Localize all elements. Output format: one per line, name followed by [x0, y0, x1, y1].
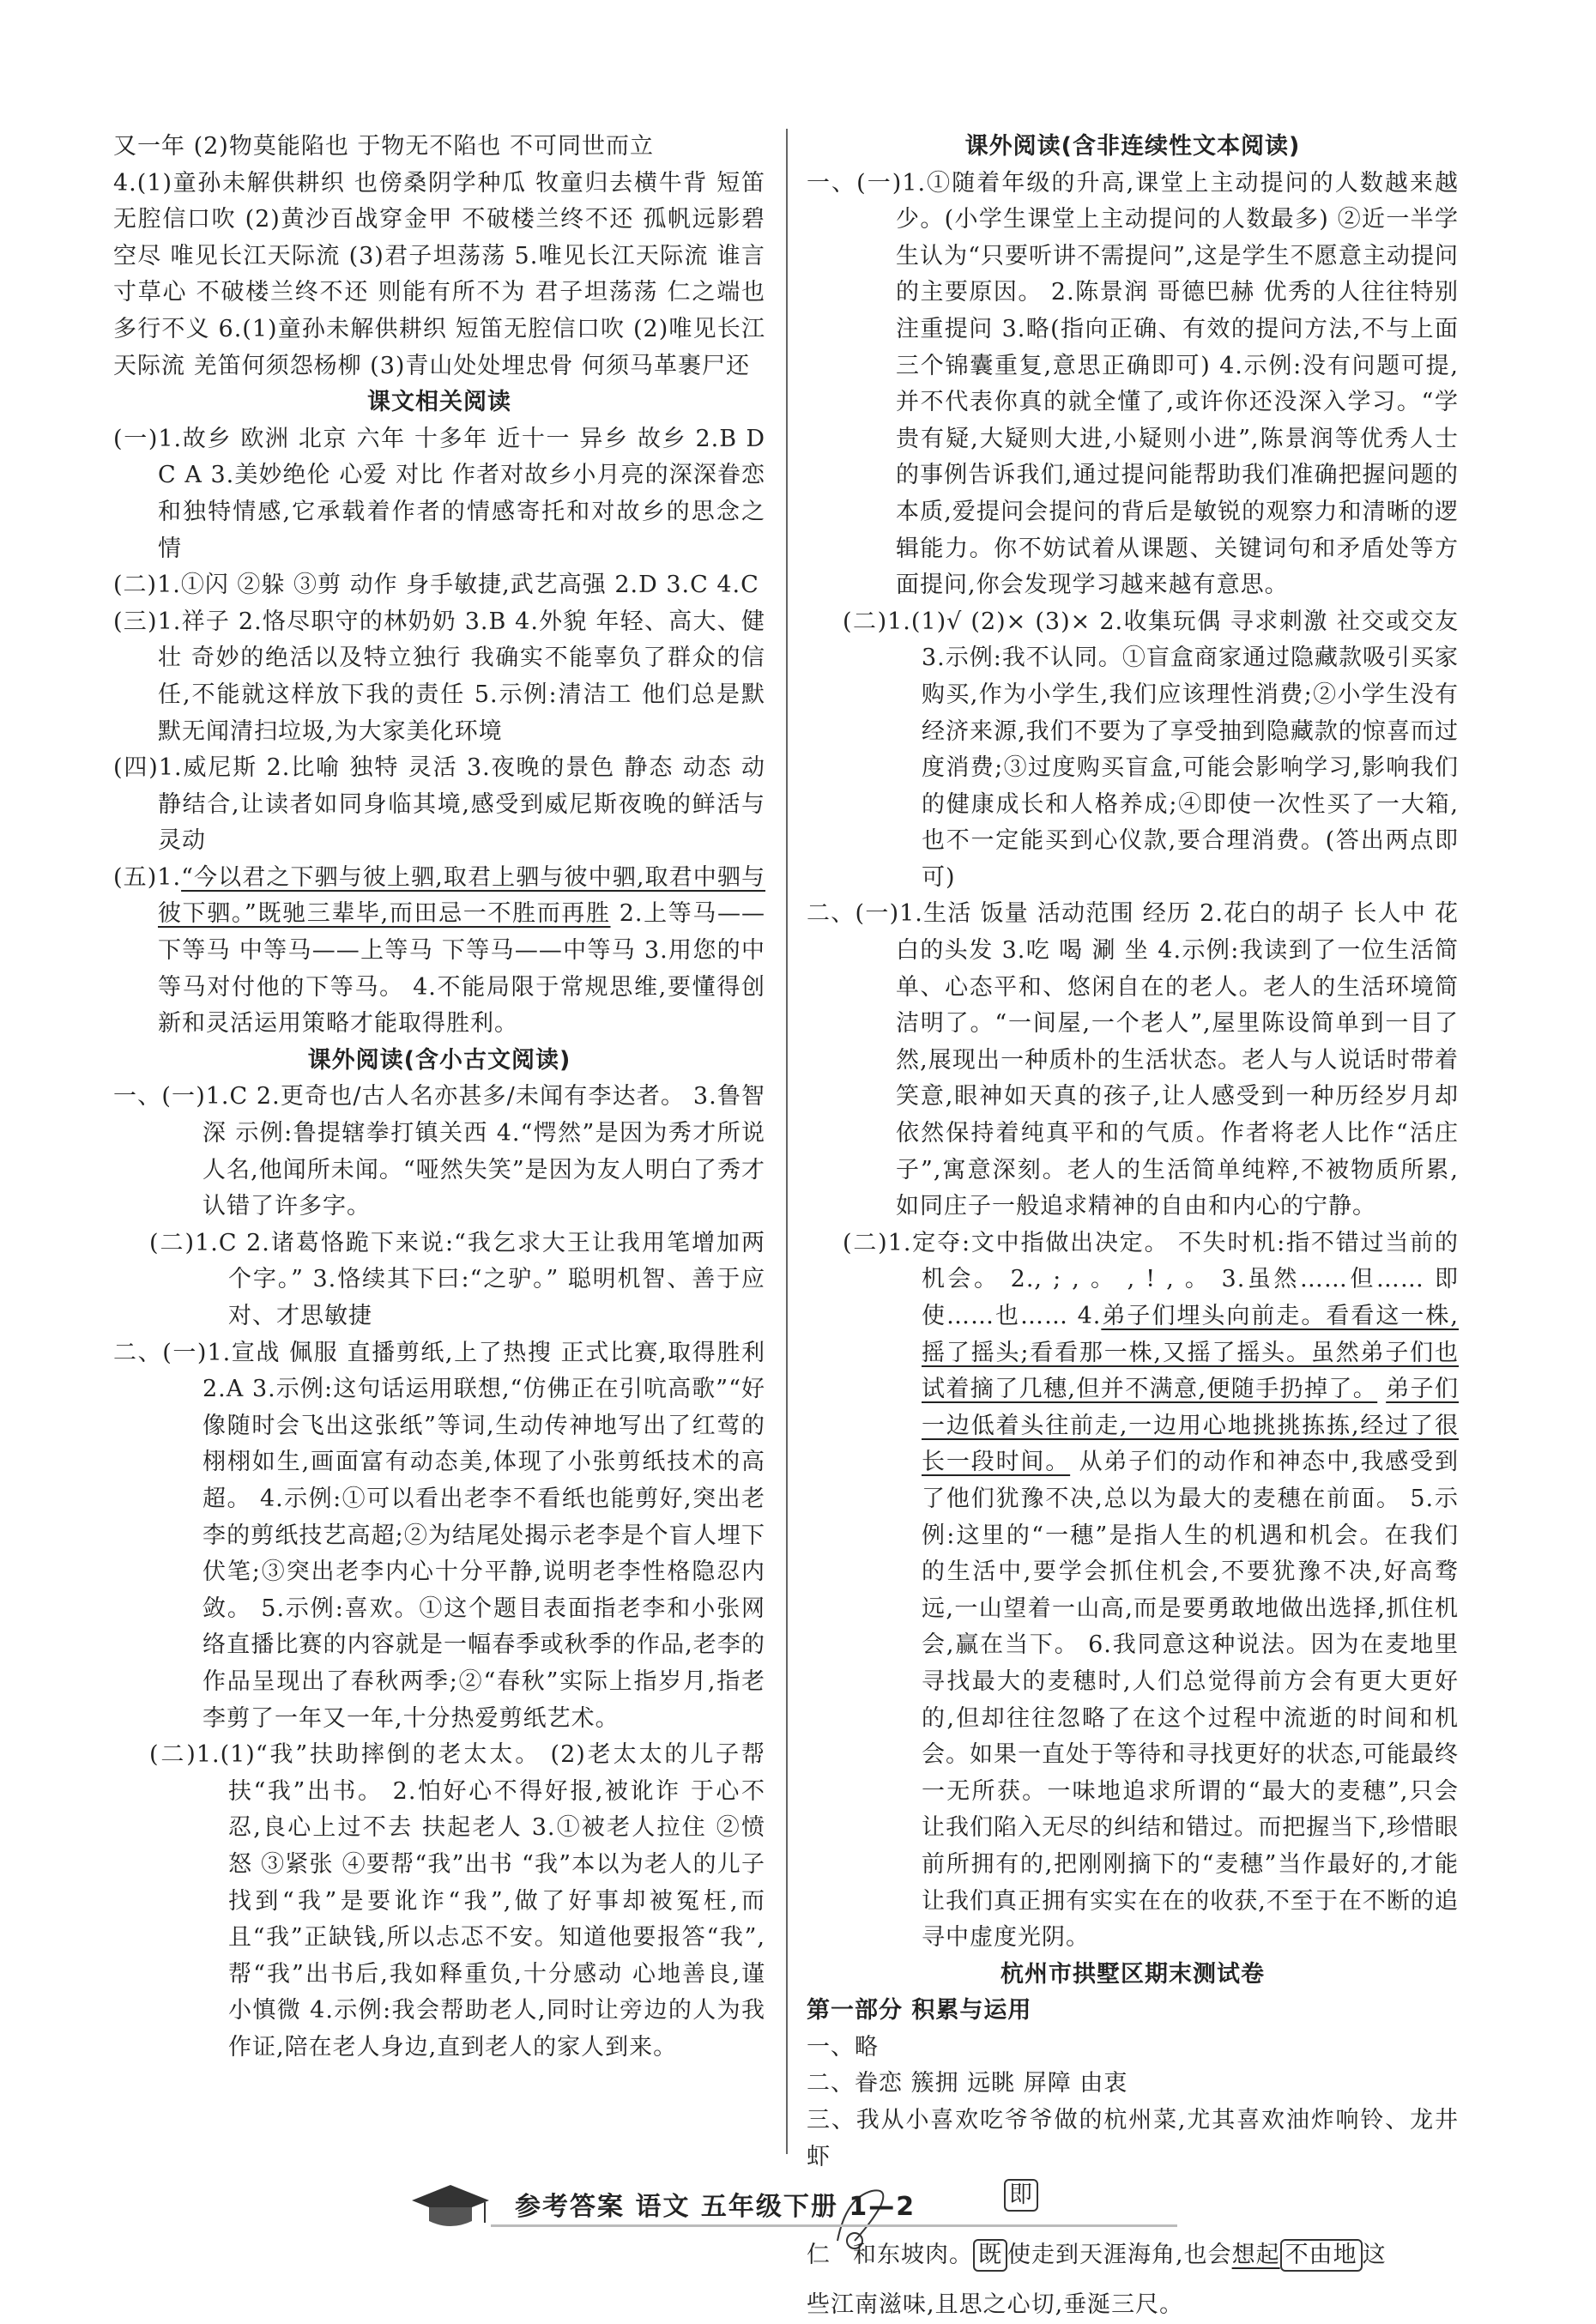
question-2: 二、眷恋 簇拥 远眺 屏障 由衷 — [807, 2070, 1128, 2097]
answer-block: (二)1.(1)√ (2)× (3)× 2.收集玩偶 寻求刺激 社交或交友 3.示例:我不认同。①盲盒商家通过隐藏款吸引买家购买,作为小学生,我们应该理性消费;②小学生没有经济来源,我们不要为了享受抽到隐藏款的惊喜而过度消费;③过度购买盲盒,可能会影响学习,影响我们的健康成长和人格养成;④即使一次性买了一大箱,也不一定能买到心仪款,要合理消费。(答出两点即可) — [843, 608, 1459, 891]
footer-label: 参考答案 语文 五年级下册 1—2 — [515, 2192, 916, 2222]
correction-box-buyoudi: 不由地 — [1280, 2239, 1363, 2272]
answer-block: (一)1.故乡 欧洲 北京 六年 十多年 近十一 异乡 故乡 2.B D C A 3.美妙绝伦 心爱 对比 作者对故乡小月亮的深深眷恋和独特情感,它承载着作者的情感寄托和对故乡的思念之情 — [113, 425, 765, 562]
text-ren: 仁 — [807, 2242, 831, 2269]
right-column — [807, 129, 1459, 2324]
spacer-text — [1377, 1376, 1386, 1402]
graduation-cap-icon — [403, 2182, 498, 2233]
answer-block: (二)1.①闪 ②躲 ③剪 动作 身手敏捷,武艺高强 2.D 3.C 4.C — [113, 572, 759, 599]
correction-box-ji: 既 — [973, 2239, 1007, 2272]
answer-block: 二、(一)1.宣战 佩服 直播剪纸,上了热搜 正式比赛,取得胜利 2.A 3.示例:这句话运用联想,“仿佛正在引吭高歌”“好像随时会飞出这张纸”等词,生动传神地写出了红莺的栩栩如生,画面富有动态美,体现了小张剪纸技术的高超。 4.示例:①可以看出老李不看纸也能剪好,突出老李的剪纸技艺高超;②为结尾处揭示老李是个盲人埋下伏笔;③突出老李内心十分平静,说明老李性格隐忍内敛。 5.示例:喜欢。①这个题目表面指老李和小张网络直播比赛的内容就是一幅春季或秋季的作品,老李的作品呈现出了春秋两季;②“春秋”实际上指岁月,指老李剪了一年又一年,十分热爱剪纸艺术。 — [113, 1339, 765, 1732]
section-title-nonconsecutive: 课外阅读(含非连续性文本阅读) — [964, 133, 1301, 160]
five-label: (五)1. — [113, 863, 182, 891]
underlined-quote: 弟子们埋头向前走。看看这一株,摇了摇头;看看那一株,又摇了摇头。虽然弟子们也试着摘了几穗,但并不满意,便随手扔掉了。 — [922, 1303, 1459, 1403]
text-zhe: 这 — [1362, 2242, 1387, 2269]
part-heading: 第一部分 积累与运用 — [807, 1997, 1032, 2024]
question-1: 一、略 — [807, 2033, 879, 2061]
answer-block: 一、(一)1.C 2.更奇也/古人名亦甚多/未闻有李达者。 3.鲁智深 示例:鲁提辖拳打镇关西 4.“愕然”是因为秀才所说人名,他闻所未闻。“哑然失笑”是因为友人明白了秀才认错了许多字。 — [113, 1083, 765, 1220]
underlined-quote: 弟子们一边低着头往前走,一边用心地挑挑拣拣,经过了很长一段时间。 — [922, 1376, 1459, 1476]
answer-block: (四)1.威尼斯 2.比喻 独特 灵活 3.夜晚的景色 静态 动态 动静结合,让读者如同身临其境,感受到威尼斯夜晚的鲜活与灵动 — [113, 754, 765, 855]
column-divider — [786, 129, 788, 2154]
answer-block: (三)1.祥子 2.恪尽职守的林奶奶 3.B 4.外貌 年轻、高大、健壮 奇妙的绝活以及特立独行 我确实不能辜负了群众的信任,不能就这样放下我的责任 5.示例:清洁工 他们总是默默无闻清扫垃圾,为大家美化环境 — [113, 608, 765, 745]
question-3-line: 三、我从小喜欢吃爷爷做的杭州菜,尤其喜欢油炸响铃、龙井虾 — [807, 2107, 1459, 2170]
footer-line — [491, 2224, 1177, 2227]
intro-paragraph: 4.(1)童孙未解供耕织 也傍桑阴学种瓜 牧童归去横牛背 短笛无腔信口吹 (2)黄沙百战穿金甲 不破楼兰终不还 孤帆远影碧空尽 唯见长江天际流 (3)君子坦荡荡 5.唯见长江天际流 谁言寸草心 不破楼兰终不还 则能有所不为 君子坦荡荡 仁之端也 多行不义 6.(1)童孙未解供耕织 短笛无腔信口吹 (2)唯见长江天际流 羌笛何须怨杨柳 (3)青山处处埋忠骨 何须马革裹尸还 — [113, 169, 765, 379]
wheat-head: (二)1.定夺:文中指做出决定。 不失时机:指不错过当前的机会。 2., ; , 。 , ! , 。 3.虽然……但…… 即使……也…… 4. — [843, 1229, 1459, 1329]
intro-line: 又一年 (2)物莫能陷也 于物无不陷也 不可同世而立 — [113, 133, 654, 160]
wheat-rest: 从弟子们的动作和神态中,我感受到了他们犹豫不决,总以为最大的麦穗在前面。 5.示例:这里的“一穗”是指人生的机遇和机会。在我们的生活中,要学会抓住机会,不要犹豫不决,好高骛远,一山望着一山高,而是要勇敢地做出选择,抓住机会,赢在当下。 6.我同意这种说法。因为在麦地里寻找最大的麦穗时,人们总觉得前方会有更大更好的,但却往往忽略了在这个过程中流逝的时间和机会。如果一直处于等待和寻找更好的状态,可能最终一无所获。一味地追求所谓的“最大的麦穗”,只会让我们陷入无尽的纠结和错过。而把握当下,珍惜眼前所拥有的,把刚刚摘下的“麦穗”当作最好的,才能让我们真正拥有实实在在的收获,不至于在不断的追寻中虚度光阴。 — [922, 1449, 1459, 1952]
section-title-text-reading: 课文相关阅读 — [367, 389, 511, 416]
exam-title: 杭州市拱墅区期末测试卷 — [1001, 1960, 1265, 1988]
answer-block-five — [113, 860, 765, 1043]
text-dongpo: 和东坡肉。 — [853, 2242, 973, 2269]
answer-block: (二)1.C 2.诸葛恪跪下来说:“我乞求大王让我用笔增加两个字。” 3.恪续其下曰:“之驴。” 聪明机智、善于应对、才思敏捷 — [149, 1229, 765, 1329]
correction-mark-top: 即 — [1004, 2179, 1038, 2212]
left-column — [113, 129, 765, 2066]
text-middle: 使走到天涯海角,也会 — [1007, 2242, 1232, 2269]
answer-block: (二)1.(1)“我”扶助摔倒的老太太。 (2)老太太的儿子帮扶“我”出书。 2.怕好心不得好报,被讹诈 于心不忍,良心上过不去 扶起老人 3.①被老人拉住 ②愤怒 ③紧张 ④要帮“我”出书 “我”本以为老人的儿子找到“我”是要讹诈“我”,做了好事却被冤枉,而且“我”正缺钱,所以忐忑不安。知道他要报答“我”,帮“我”出书后,我如释重负,十分感动 心地善良,谨小慎微 4.示例:我会帮助老人,同时让旁边的人为我作证,陪在老人身边,直到老人的家人到来。 — [149, 1741, 765, 2061]
question-3-line3: 些江南滋味,且思之心切,垂涎三尺。 — [807, 2291, 1184, 2319]
five-rest: 2.上等马——下等马 中等马——上等马 下等马——中等马 3.用您的中等马对付他的下等马。 4.不能局限于常规思维,要懂得创新和灵活运用策略才能取得胜利。 — [158, 900, 765, 1038]
answer-block: 一、(一)1.①随着年级的升高,课堂上主动提问的人数越来越少。(小学生课堂上主动提问的人数最多) ②近一半学生认为“只要听讲不需提问”,这是学生不愿意主动提问的主要原因。 2.陈景润 哥德巴赫 优秀的人往往特别注重提问 3.略(指向正确、有效的提问方法,不与上面三个锦囊重复,意思正确即可) 4.示例:没有问题可提,并不代表你真的就全懂了,或许你还没深入学习。“学贵有疑,大疑则大进,小疑则小进”,陈景润等优秀人士的事例告诉我们,通过提问能帮助我们准确把握问题的本质,爱提问会提问的背后是敏锐的观察力和清晰的逻辑能力。你不妨试着从课题、关键词句和矛盾处等方面提问,你会发现学习越来越有意思。 — [807, 169, 1459, 599]
section-title-extra-reading: 课外阅读(含小古文阅读) — [307, 1046, 571, 1074]
answer-block: 二、(一)1.生活 饭量 活动范围 经历 2.花白的胡子 长人中 花白的头发 3.吃 喝 涮 坐 4.示例:我读到了一位生活简单、心态平和、悠闲自在的老人。老人的生活环境简洁明了。“一间屋,一个老人”,屋里陈设简单到一目了然,展现出一种质朴的生活状态。老人与人说话时带着笑意,眼神如天真的孩子,让人感受到一种历经岁月却依然保持着纯真平和的气质。作者将老人比作“活庄子”,寓意深刻。老人的生活简单纯粹,不被物质所累,如同庄子一般追求精神的自由和内心的宁静。 — [807, 900, 1459, 1220]
answer-block-wheat — [807, 1226, 1459, 1957]
correction-underline-xiangqi: 想起 — [1231, 2242, 1280, 2269]
underlined-quote: “今以君之下驷与彼上驷,取君上驷与彼中驷,取君中驷与彼下驷。”既驰三辈毕,而田忌一不胜而再胜 — [158, 863, 766, 928]
page-footer — [0, 2182, 1596, 2233]
